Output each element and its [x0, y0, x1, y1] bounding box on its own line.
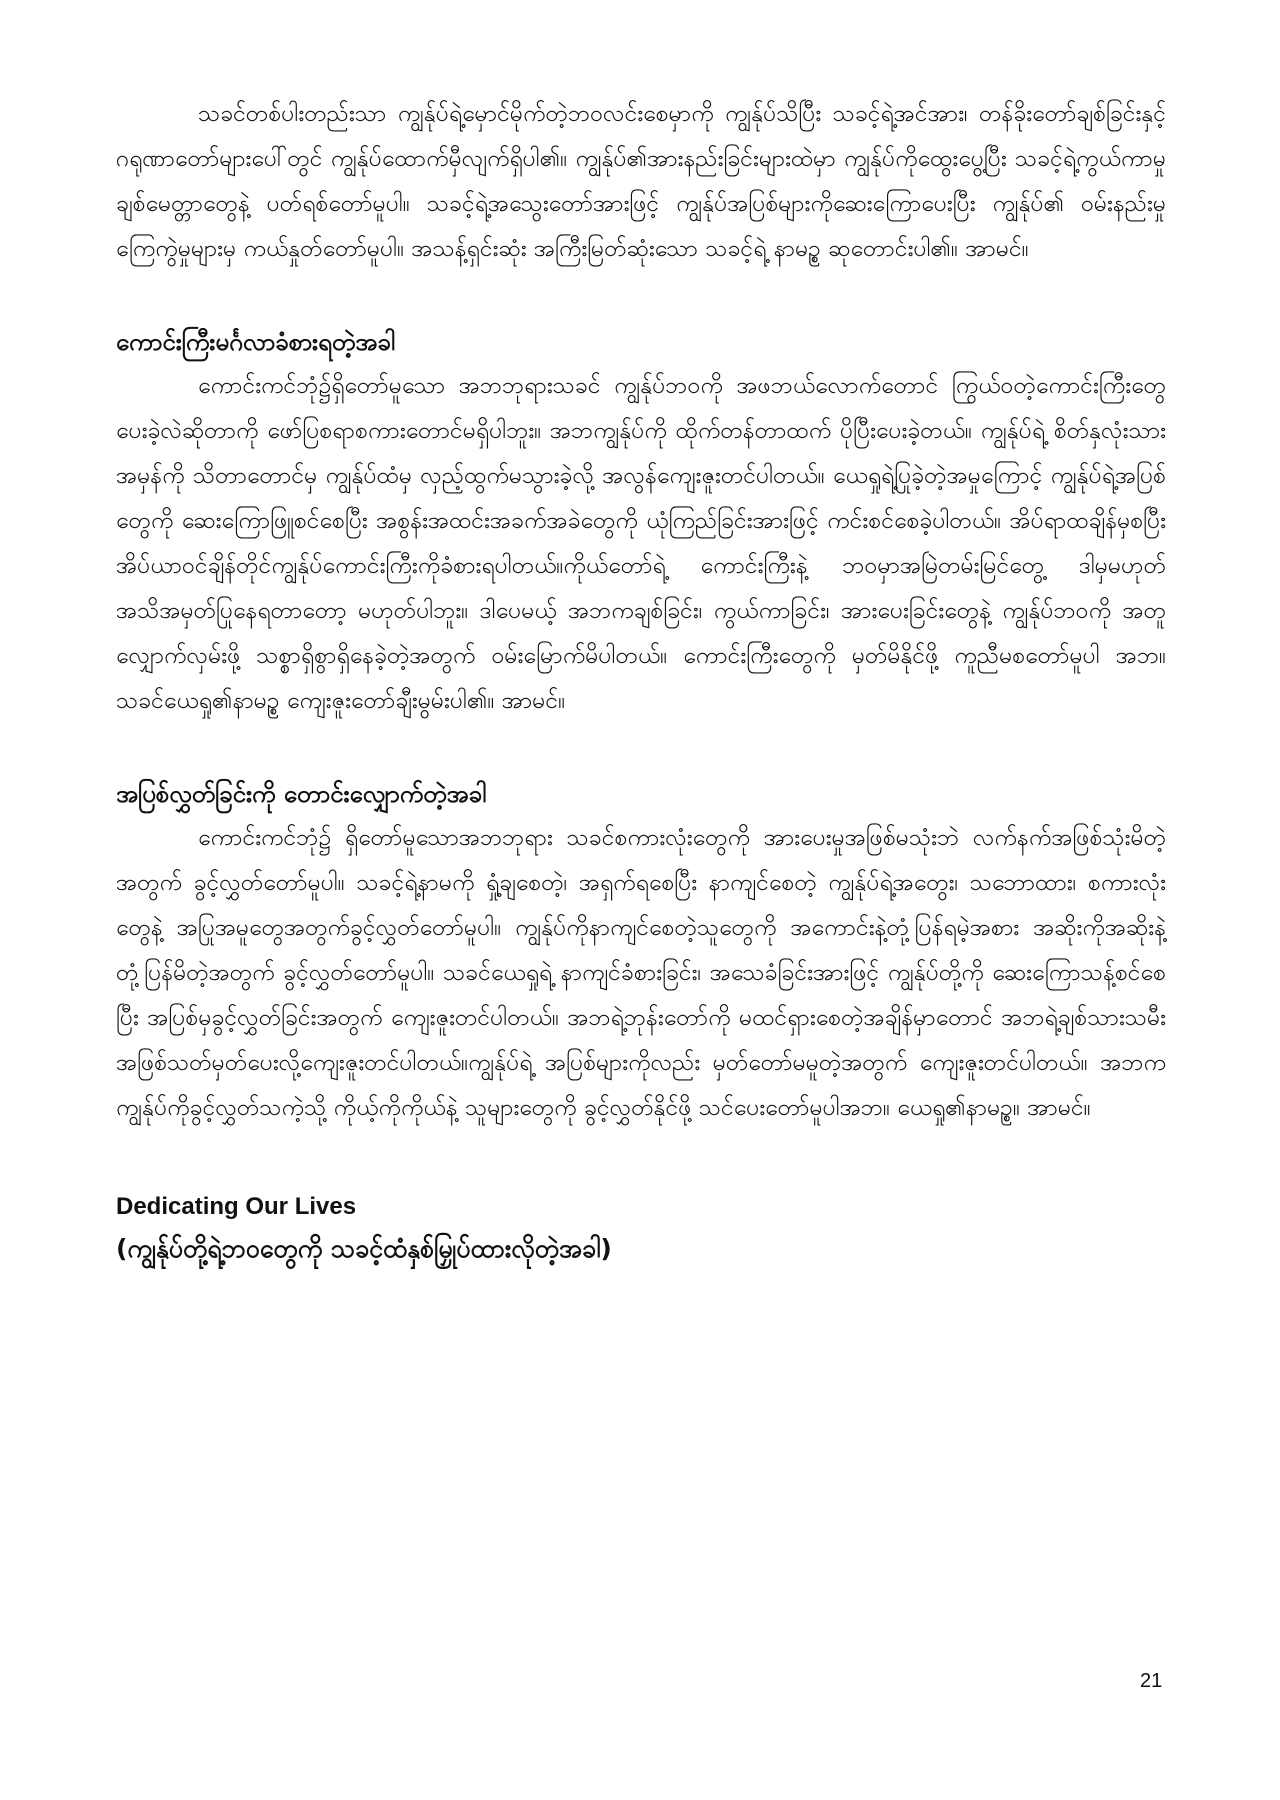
- goodness-heading: ကောင်းကြီးမင်္ဂလာခံစားရတဲ့အခါ: [116, 328, 395, 356]
- goodness-section: [116, 320, 1166, 724]
- dedicating-heading-english: Dedicating Our Lives: [116, 1193, 357, 1220]
- page-content: [116, 92, 1166, 1271]
- page-number: 21: [1140, 1670, 1163, 1692]
- forgiveness-section: [116, 772, 1166, 1131]
- goodness-paragraph: ကောင်းကင်ဘုံ၌ရှိတော်မူသော အဘဘုရားသခင် ကျွန်ုပ်ဘဝကို အဖဘယ်လောက်တောင် ကြွယ်ဝတဲ့ကောင်းကြီးတွေပေးခဲ့လဲဆိုတာကို ဖော်ပြစရာစကားတောင်မရှိပါဘူး။ အဘကျွန်ုပ်ကို ထိုက်တန်တာထက် ပိုပြီးပေးခဲ့တယ်။ ကျွန်ုပ်ရဲ့ စိတ်နှလုံးသားအမှန်ကို သိတာတောင်မှ ကျွန်ုပ်ထံမှ လှည့်ထွက်မသွားခဲ့လို့ အလွန်ကျေးဇူးတင်ပါတယ်။ ယေရှုရဲ့ပြုခဲ့တဲ့အမှုကြောင့် ကျွန်ုပ်ရဲ့အပြစ်တွေကို ဆေးကြောဖြူစင်စေပြီး အစွန်းအထင်းအခက်အခဲတွေကို ယုံကြည်ခြင်းအားဖြင့် ကင်းစင်စေခဲ့ပါတယ်။ အိပ်ရာထချိန်မှစပြီး အိပ်ယာဝင်ချိန်တိုင်ကျွန်ုပ်ကောင်းကြီးကိုခံစားရပါတယ်။ကိုယ်တော်ရဲ့ ကောင်းကြီးနဲ့ ဘဝမှာအမြဲတမ်းမြင်တွေ့ ဒါမှမဟုတ် အသိအမှတ်ပြုနေရတာတော့ မဟုတ်ပါဘူး။ ဒါပေမယ့် အဘကချစ်ခြင်း၊ ကွယ်ကာခြင်း၊ အားပေးခြင်းတွေနဲ့ ကျွန်ုပ်ဘဝကို အတူလျှောက်လှမ်းဖို့ သစ္စာရှိစွာရှိနေခဲ့တဲ့အတွက် ဝမ်းမြောက်မိပါတယ်။ ကောင်းကြီးတွေကို မှတ်မိနိုင်ဖို့ ကူညီမစတော်မူပါ အဘ။ သခင်ယေရှု၏နာမဥ္စ ကျေးဇူးတော်ချီးမွမ်းပါ၏။ အာမင်။: [116, 373, 1166, 714]
- opening-prayer-paragraph: သခင်တစ်ပါးတည်းသာ ကျွန်ုပ်ရဲ့မှောင်မိုက်တဲ့ဘဝလင်းစေမှာကို ကျွန်ုပ်သိပြီး သခင့်ရဲ့အင်အား၊ တန်ခိုးတော်ချစ်ခြင်းနှင့် ဂရုဏာတော်များပေါ်တွင် ကျွန်ုပ်ထောက်မှီလျက်ရှိပါ၏။ ကျွန်ုပ်၏အားနည်းခြင်းများထဲမှာ ကျွန်ုပ်ကိုထွေးပွေ့ပြီး သခင့်ရဲ့ကွယ်ကာမှု ချစ်မေတ္တာတွေနဲ့ ပတ်ရစ်တော်မူပါ။ သခင့်ရဲ့အသွေးတော်အားဖြင့် ကျွန်ုပ်အပြစ်များကိုဆေးကြောပေးပြီး ကျွန်ုပ်၏ ဝမ်းနည်းမှု ကြေကွဲမှုများမှ ကယ်နှုတ်တော်မူပါ။ အသန့်ရှင်းဆုံး အကြီးမြတ်ဆုံးသော သခင့်ရဲ့ နာမဥ္စ ဆုတောင်းပါ၏။ အာမင်။: [116, 101, 1166, 262]
- dedicating-heading-myanmar: (ကျွန်ုပ်တို့ရဲ့ဘဝတွေကို သခင့်ထံနှစ်မြှုပ်ထားလိုတဲ့အခါ): [116, 1234, 612, 1263]
- forgiveness-paragraph: ကောင်းကင်ဘုံ၌ ရှိတော်မူသောအဘဘုရား သခင်စကားလုံးတွေကို အားပေးမှုအဖြစ်မသုံးဘဲ လက်နက်အဖြစ်သုံးမိတဲ့အတွက် ခွင့်လွှတ်တော်မူပါ။ သခင့်ရဲ့နာမကို ရှုံ့ချစေတဲ့၊ အရှက်ရစေပြီး နာကျင်စေတဲ့ ကျွန်ုပ်ရဲ့အတွေး၊ သဘောထား၊ စကားလုံးတွေနဲ့ အပြုအမူတွေအတွက်ခွင့်လွှတ်တော်မူပါ။ ကျွန်ုပ်ကိုနာကျင်စေတဲ့သူတွေကို အကောင်းနဲ့တုံ့ပြန်ရမဲ့အစား အဆိုးကိုအဆိုးနဲ့ တုံ့ပြန်မိတဲ့အတွက် ခွင့်လွှတ်တော်မူပါ။ သခင်ယေရှုရဲ့ နာကျင်ခံစားခြင်း၊ အသေခံခြင်းအားဖြင့် ကျွန်ုပ်တို့ကို ဆေးကြောသန့်စင်စေပြီး အပြစ်မှခွင့်လွှတ်ခြင်းအတွက် ကျေးဇူးတင်ပါတယ်။ အဘရဲ့ဘုန်းတော်ကို မထင်ရှားစေတဲ့အချိန်မှာတောင် အဘရဲ့ချစ်သားသမီးအဖြစ်သတ်မှတ်ပေးလို့ကျေးဇူးတင်ပါတယ်။ကျွန်ုပ်ရဲ့ အပြစ်များကိုလည်း မှတ်တော်မမူတဲ့အတွက် ကျေးဇူးတင်ပါတယ်။ အဘကကျွန်ုပ်ကိုခွင့်လွှတ်သကဲ့သို့ ကိုယ့်ကိုကိုယ်နဲ့ သူများတွေကို ခွင့်လွှတ်နိုင်ဖို့ သင်ပေးတော်မူပါအဘ။ ယေရှု၏နာမဥ္စ။ အာမင်။: [116, 825, 1166, 1121]
- forgiveness-heading: အပြစ်လွှတ်ခြင်းကို တောင်းလျှောက်တဲ့အခါ: [116, 780, 487, 808]
